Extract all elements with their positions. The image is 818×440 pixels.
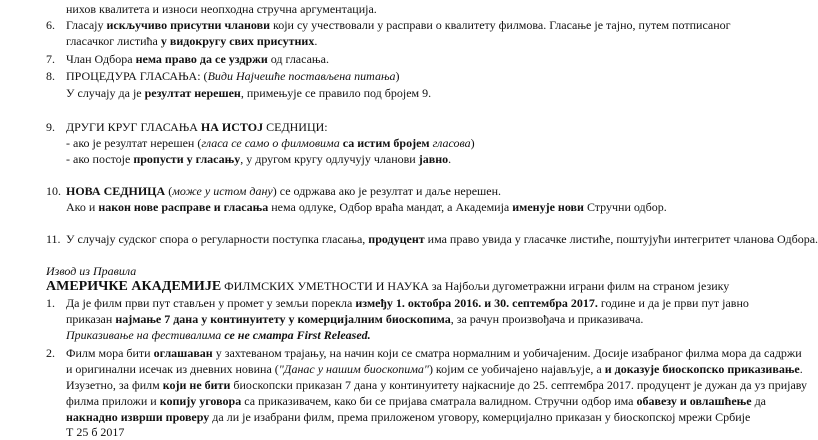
oscar-rule-2-line-1: Филм мора бити оглашаван у захтеваном трајању, на начин који се сматра нормалним и уобичајеним. Досије изабраног филма мора да садржи [66,346,802,360]
rule-8-line-1: ПРОЦЕДУРА ГЛАСАЊА: (Види Најчешће постављена питања) [66,69,400,83]
rule-7-line-1: Члан Одбора нема право да се уздржи од гласања. [66,52,329,66]
oscar-rule-1-line-1: Да је филм први пут стављен у промет у земљи порекла између 1. октобра 2016. и 30. септембра 2017. године и да је први пут јавно [66,296,749,310]
oscar-rule-2-line-6-cut: Т 25 б 2017 [66,425,125,439]
list-number: 11. [46,232,61,246]
rule-10-line-1: НОВА СЕДНИЦА (може у истом дану) се одржава ако је резултат и даље нерешен. [66,184,502,198]
rule-10-line-2: Ако и након нове расправе и гласања нема одлуке, Одбор враћа мандат, а Академија именује нови Стручни одбор. [66,200,667,214]
list-number: 6. [46,18,55,32]
rule-11-line-1: У случају судског спора о регуларности поступка гласања, продуцент има право увида у гласачке листиће, поштујући интегритет чланова Одбора. [66,232,818,246]
rule-9-line-2: - ако је резултат нерешен (гласа се само о филмовима са истим бројем гласова) [66,136,475,150]
oscar-rule-1-line-2: приказан најмање 7 дана у континуитету у комерцијалним биоскопима, за рачун произвођача и приказивача. [66,312,644,326]
oscar-rule-2-line-3: Изузетно, за филм који не бити биоскопски приказан 7 дана у континуитету најкасније до 25. септембра 2017. продуцент је дужан да уз пријаву [66,378,808,392]
list-number: 1. [46,296,55,310]
list-number: 8. [46,69,55,83]
rule-6-line-1: Гласају искључиво присутни чланови који су учествовали у расправи о квалитету филмова. Гласање је тајно, путем потписаног [66,18,731,32]
rule-9-line-1: ДРУГИ КРУГ ГЛАСАЊА НА ИСТОЈ СЕДНИЦИ: [66,120,328,134]
rule-9-line-3: - ако постоје пропусти у гласању, у другом кругу одлучују чланови јавно. [66,152,452,166]
list-number: 9. [46,120,55,134]
oscar-rule-1-line-3: Приказивање на фестивалима се не сматра First Released. [66,328,371,342]
oscar-rule-2-line-2: и оригинални исечак из дневних новина ("Данас у нашим биоскопима") којим се уобичајено најављује, а и доказује биоскопско приказивање. [66,362,803,376]
oscar-rule-2-line-5: накнадно изврши проверу да ли је изабрани филм, према приложеном уговору, комерцијално приказан у биоскопској мрежи Србије [66,410,751,424]
oscar-rule-2-line-4: филма приложи и копију уговора са приказивачем, како би се пријава сматрала валидном. Стручни одбор има обавезу и овлашћење да [66,394,766,408]
text-line: нихов квалитета и износи неопходна стручна аргументација. [66,2,377,16]
extract-heading: АМЕРИЧКЕ АКАДЕМИЈЕ ФИЛМСКИХ УМЕТНОСТИ И НАУКА за Најбољи дугометражни играни филм на страном језику [46,279,730,294]
list-number: 2. [46,346,55,360]
extract-label: Извод из Правила [46,264,137,278]
rule-8-line-2: У случају да је резултат нерешен, примењује се правило под бројем 9. [66,86,432,100]
list-number: 7. [46,52,55,66]
list-number: 10. [46,184,61,198]
rule-6-line-2: гласачког листића у видокругу свих присутних. [66,34,318,48]
